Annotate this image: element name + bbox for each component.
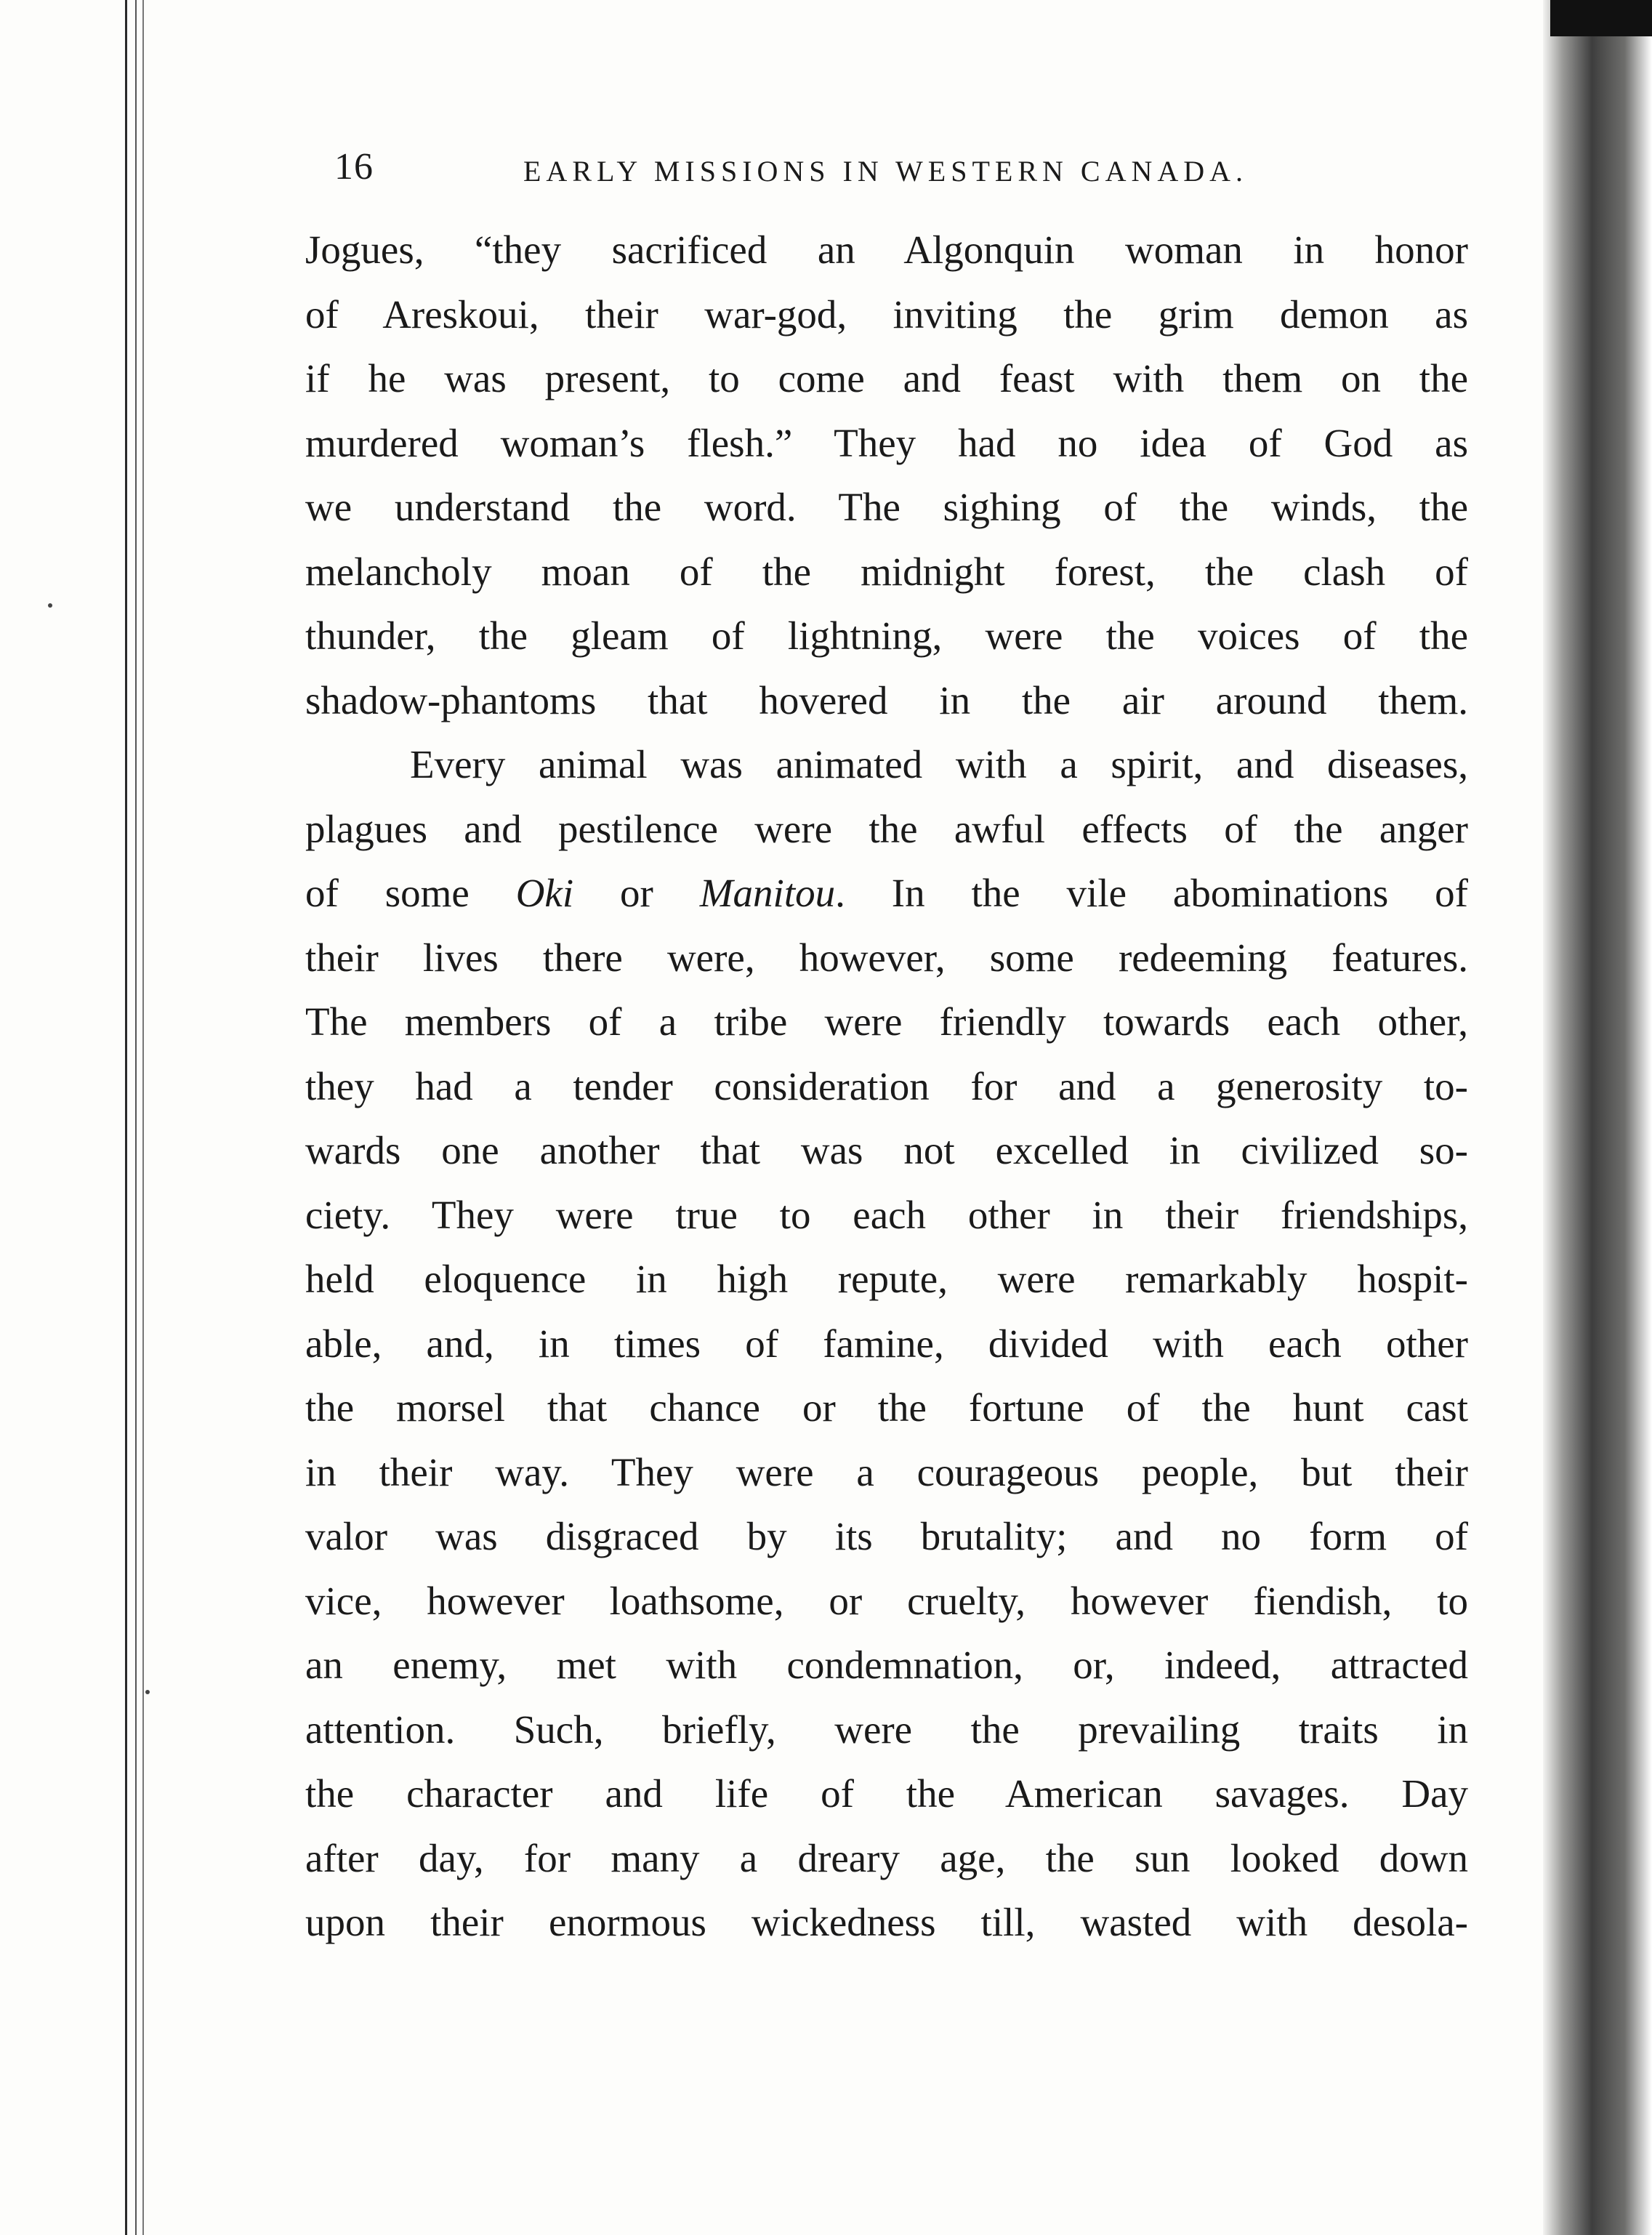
book-page [305, 138, 1468, 1955]
scan-speck [48, 603, 52, 608]
text-line: The members of a tribe were friendly towards each other, [305, 999, 1468, 1044]
text-line: an enemy, met with condemnation, or, indeed, attracted [305, 1643, 1468, 1687]
page-edge-shadow [1543, 0, 1652, 2235]
page-header [305, 138, 1468, 218]
binding-line [125, 0, 127, 2235]
running-head: EARLY MISSIONS IN WESTERN CANADA. [523, 155, 1249, 188]
text-line: Jogues, “they sacrificed an Algonquin woman in honor [305, 227, 1468, 272]
text-line: able, and, in times of famine, divided with each other [305, 1321, 1468, 1366]
body-text [305, 218, 1468, 1955]
text-fragment: or [573, 871, 700, 915]
text-line: they had a tender consideration for and a generosity to- [305, 1063, 1468, 1108]
text-line: wards one another that was not excelled in civilized so- [305, 1128, 1468, 1172]
text-line: upon their enormous wickedness till, wasted with desola- [305, 1900, 1468, 1944]
text-line: shadow-phantoms that hovered in the air around them. [305, 677, 1468, 722]
text-line [305, 861, 1468, 926]
text-line: murdered woman’s flesh.” They had no idea of God as [305, 420, 1468, 465]
text-line: melancholy moan of the midnight forest, the clash of [305, 549, 1468, 594]
text-line: we understand the word. The sighing of the winds, the [305, 485, 1468, 529]
text-line: Every animal was animated with a spirit, and diseases, [410, 742, 1468, 786]
binding-line [135, 0, 137, 2235]
paragraph [305, 218, 1468, 733]
text-fragment: . In the vile abominations of [835, 871, 1468, 915]
text-line: after day, for many a dreary age, the sun looked down [305, 1835, 1468, 1880]
text-line: ciety. They were true to each other in their friendships, [305, 1192, 1468, 1237]
paragraph [305, 733, 1468, 1955]
scan-speck [145, 1690, 150, 1694]
page-edge-corner [1550, 0, 1652, 36]
text-fragment: of some [305, 871, 516, 915]
text-line: in their way. They were a courageous people, but their [305, 1449, 1468, 1494]
text-line: held eloquence in high repute, were remarkably hospit- [305, 1257, 1468, 1301]
text-line: of Areskoui, their war-god, inviting the grim demon as [305, 291, 1468, 337]
text-line: valor was disgraced by its brutality; and no form of [305, 1514, 1468, 1558]
text-line: thunder, the gleam of lightning, were the voices of the [305, 613, 1468, 658]
italic-term-manitou: Manitou [699, 871, 836, 915]
text-line: if he was present, to come and feast with them on the [305, 356, 1468, 400]
text-line: the character and life of the American savages. Day [305, 1771, 1468, 1816]
page-number: 16 [334, 146, 374, 188]
italic-term-oki: Oki [515, 871, 574, 915]
text-line: the morsel that chance or the fortune of the hunt cast [305, 1385, 1468, 1430]
text-line: vice, however loathsome, or cruelty, however fiendish, to [305, 1578, 1468, 1623]
text-line: attention. Such, briefly, were the prevailing traits in [305, 1707, 1468, 1752]
text-line: their lives there were, however, some redeeming features. [305, 935, 1468, 980]
text-line: plagues and pestilence were the awful effects of the anger [305, 806, 1468, 851]
binding-line [142, 0, 144, 2235]
